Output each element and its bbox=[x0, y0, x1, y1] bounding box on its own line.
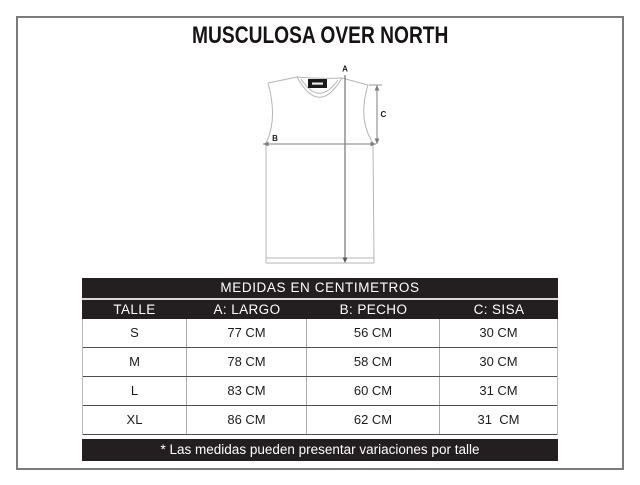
cell-sisa: 30 CM bbox=[479, 325, 518, 340]
cell-largo: 86 CM bbox=[187, 406, 307, 434]
diagram-label-b: B bbox=[272, 134, 278, 143]
cell-sisa: 31 CM bbox=[477, 412, 520, 427]
table-row-s bbox=[83, 319, 557, 348]
table-title-bar: MEDIDAS EN CENTIMETROS bbox=[82, 278, 558, 300]
measure-line-a bbox=[343, 75, 348, 263]
diagram-label-c: C bbox=[380, 110, 387, 119]
column-header-largo: A: LARGO bbox=[213, 302, 281, 317]
table-footnote-bar: * Las medidas pueden presentar variaciones por talle bbox=[82, 439, 558, 461]
measure-line-b bbox=[263, 142, 376, 147]
diagram-label-a: A bbox=[342, 64, 348, 74]
cell-largo: 83 CM bbox=[187, 377, 307, 405]
garment-outline bbox=[266, 77, 374, 263]
cell-pecho: 62 CM bbox=[307, 406, 440, 434]
cell-talle: L bbox=[83, 377, 187, 405]
table-row-xl bbox=[83, 406, 557, 435]
brand-tag bbox=[308, 79, 327, 88]
cell-talle: S bbox=[83, 319, 187, 347]
cell-sisa: 31 CM bbox=[479, 383, 518, 398]
cell-pecho: 56 CM bbox=[307, 319, 440, 347]
cell-largo: 77 CM bbox=[187, 319, 307, 347]
cell-largo: 78 CM bbox=[187, 348, 307, 376]
page-title bbox=[0, 23, 640, 49]
table-row-m bbox=[83, 348, 557, 377]
cell-sisa: 30 CM bbox=[479, 354, 518, 369]
cell-talle: M bbox=[83, 348, 187, 376]
cell-talle: XL bbox=[83, 406, 187, 434]
garment-diagram bbox=[230, 55, 420, 270]
cell-pecho: 60 CM bbox=[307, 377, 440, 405]
column-header-sisa: C: SISA bbox=[473, 302, 525, 317]
column-header-talle: TALLE bbox=[113, 302, 156, 317]
table-column-headers bbox=[82, 300, 558, 319]
cell-pecho: 58 CM bbox=[307, 348, 440, 376]
table-row-l bbox=[83, 377, 557, 406]
size-table bbox=[82, 278, 558, 461]
garment-sketch-svg bbox=[230, 55, 420, 270]
table-body bbox=[82, 319, 558, 435]
page-title-text: MUSCULOSA OVER NORTH bbox=[191, 22, 449, 49]
column-header-pecho: B: PECHO bbox=[339, 302, 408, 317]
